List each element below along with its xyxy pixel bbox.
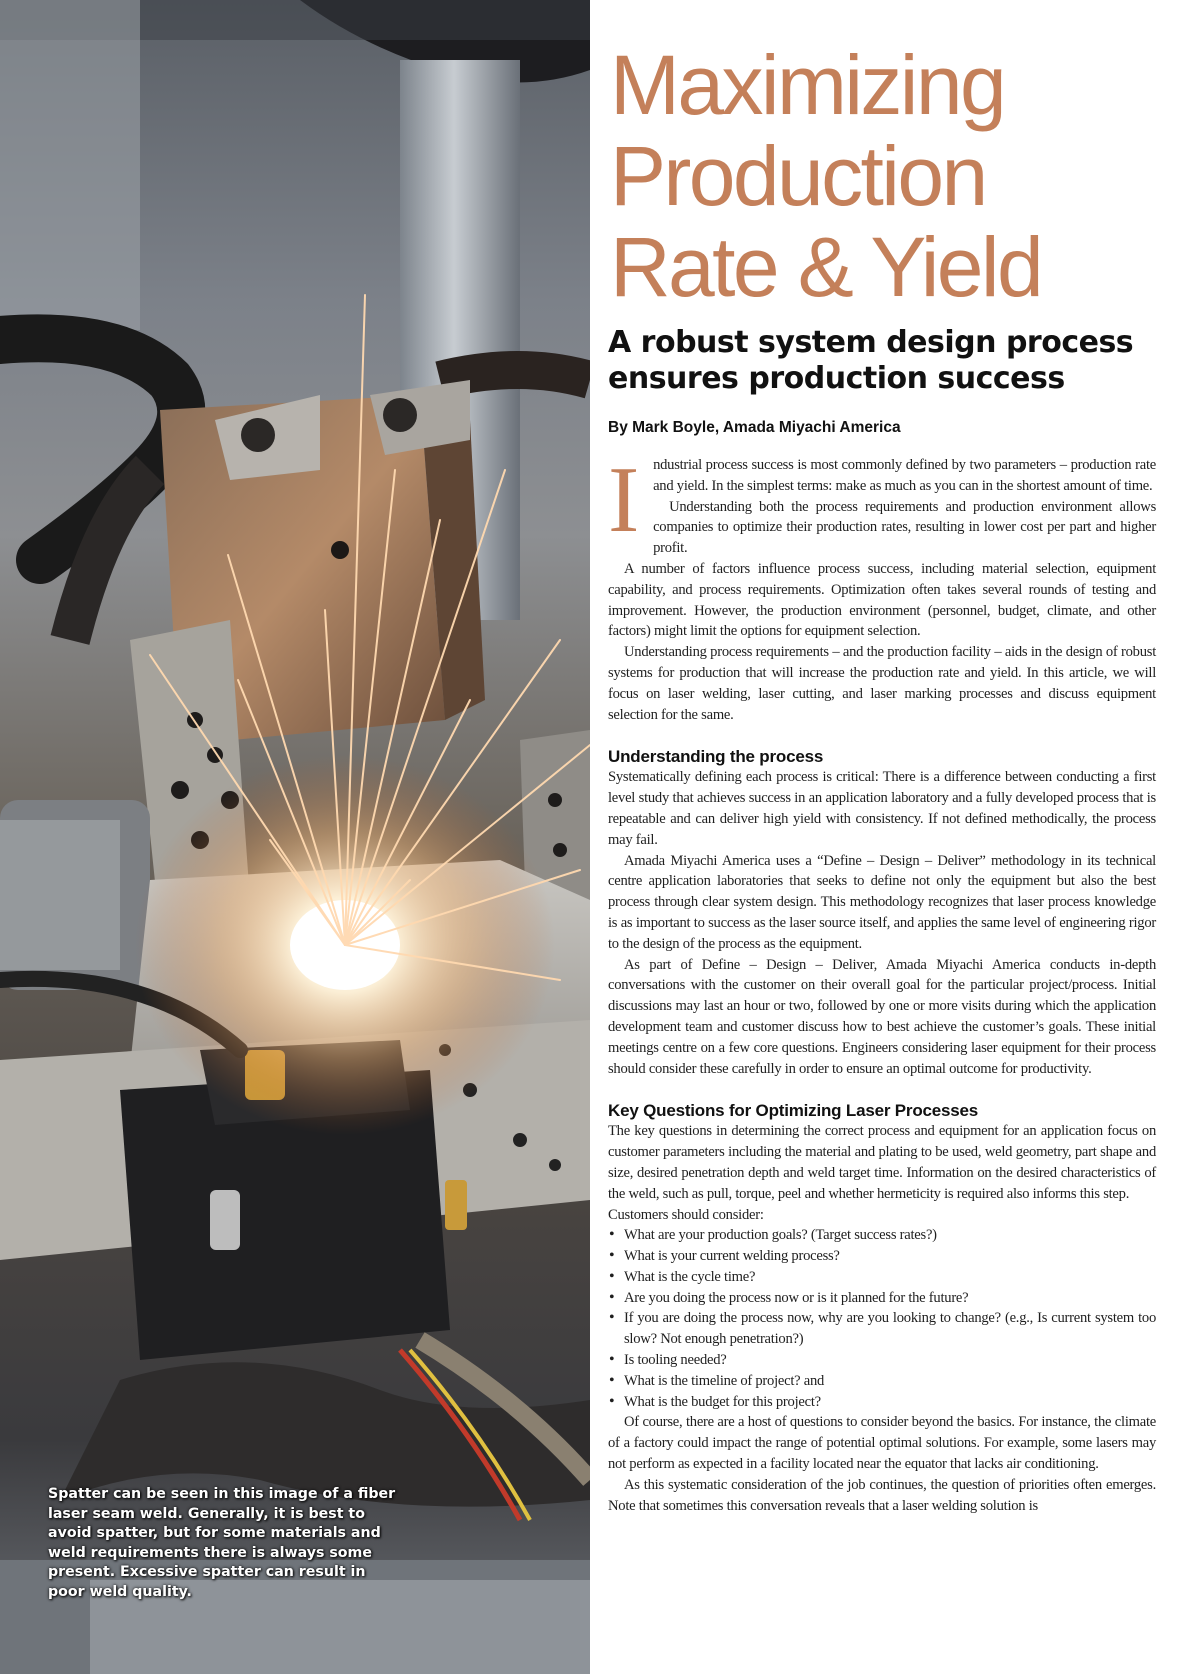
article-column (608, 40, 1156, 1516)
understanding-paragraph-1: Systematically defining each process is critical: There is a difference between conducting a first level study that achieves success in an application laboratory and a fully developed process that is repeatable and can deliver high yield with consistency. If not defined methodically, the process may fail. (608, 769, 1156, 848)
article-subtitle: A robust system design process ensures production success (608, 325, 1134, 396)
customers-consider-lead: Customers should consider: (608, 1206, 764, 1223)
understanding-section (608, 767, 1156, 1079)
title-line-3: Rate & Yield (610, 220, 1042, 314)
list-item: • What is your current welding process? (608, 1246, 1156, 1267)
weld-photo-illustration (0, 0, 590, 1674)
intro-paragraph-2: Understanding both the process requirements and production environment allows companies to optimize their production rates, resulting in lower cost per part and higher profit. (653, 498, 1156, 557)
photo-caption: Spatter can be seen in this image of a fiber laser seam weld. Generally, it is best to avoid spatter, but for some materials and weld requirements there is always some present. Excessive spatter can result in poor weld quality. (48, 1486, 396, 1600)
article-byline: By Mark Boyle, Amada Miyachi America (608, 419, 901, 436)
article-title (610, 40, 1156, 313)
title-line-2: Production (610, 129, 986, 223)
drop-cap: I (608, 448, 640, 552)
section-heading-key-questions: Key Questions for Optimizing Laser Processes (608, 1101, 979, 1121)
key-questions-paragraph-1: The key questions in determining the correct process and equipment for an application focus on customer parameters including the material and plating to be used, weld geometry, part shape and size, desired penetration depth and weld target time. Information on the desired characteristics of the weld, such as pull, torque, peel and whether hermeticity is required also informs this step. (608, 1123, 1156, 1202)
intro-paragraph-1-text: ndustrial process success is most commonly defined by two parameters – production rate and yield. In the simplest terms: make as much as you can in the shortest amount of time. (653, 457, 1156, 494)
list-item: • Are you doing the process now or is it planned for the future? (608, 1288, 1156, 1309)
title-line-1: Maximizing (610, 38, 1005, 132)
list-item: • Is tooling needed? (608, 1350, 1156, 1371)
key-questions-paragraph-2: Of course, there are a host of questions to consider beyond the basics. For instance, the climate of a factory could impact the range of potential optimal solutions. For example, some lasers may not perform as expected in a facility located near the equator that lacks air conditioning. (608, 1414, 1156, 1473)
list-item: • What is the cycle time? (608, 1267, 1156, 1288)
questions-list (608, 1225, 1156, 1412)
intro-section (608, 448, 1156, 725)
list-item: • If you are doing the process now, why are you looking to change? (e.g., Is current system too slow? Not enough penetration?) (608, 1308, 1156, 1350)
key-questions-section (608, 1121, 1156, 1516)
list-item: • What are your production goals? (Target success rates?) (608, 1225, 1156, 1246)
intro-paragraph-3: A number of factors influence process success, including material selection, equipment capability, and process requirements. Optimization often takes several rounds of testing and improvement. However, the production environment (personnel, budget, climate, and other factors) might limit the options for equipment selection. (608, 560, 1156, 640)
list-item: • What is the budget for this project? (608, 1392, 1156, 1413)
understanding-paragraph-2: Amada Miyachi America uses a “Define – Design – Deliver” methodology in its technical centre application laboratories that seeks to define not only the equipment but also the best process through clear system design. This methodology recognizes that laser process knowledge is as important to success as the laser source itself, and applies the same level of engineering rigor to the design of the process as the equipment. (608, 852, 1156, 952)
intro-paragraph-4: Understanding process requirements – and the production facility – aids in the design of robust systems for production that will increase the production rate and yield. In this article, we will focus on laser welding, laser cutting, and laser marking processes and discuss equipment selection for the same. (608, 644, 1156, 723)
weld-photo (0, 0, 590, 1674)
section-heading-understanding: Understanding the process (608, 747, 824, 767)
understanding-paragraph-3: As part of Define – Design – Deliver, Amada Miyachi America conducts in-depth conversations with the customer on their overall goal for the particular project/process. Initial discussions may last an hour or two, followed by one or more visits during which the application development team and customer discuss how to best achieve the customer’s goals. These initial meetings centre on a few core questions. Engineers considering laser equipment for their process should consider these carefully in order to ensure an optimal outcome for productivity. (608, 956, 1156, 1077)
list-item: • What is the timeline of project? and (608, 1371, 1156, 1392)
key-questions-paragraph-3: As this systematic consideration of the job continues, the question of priorities often emerges. Note that sometimes this conversation reveals that a laser welding solution is (608, 1476, 1156, 1514)
